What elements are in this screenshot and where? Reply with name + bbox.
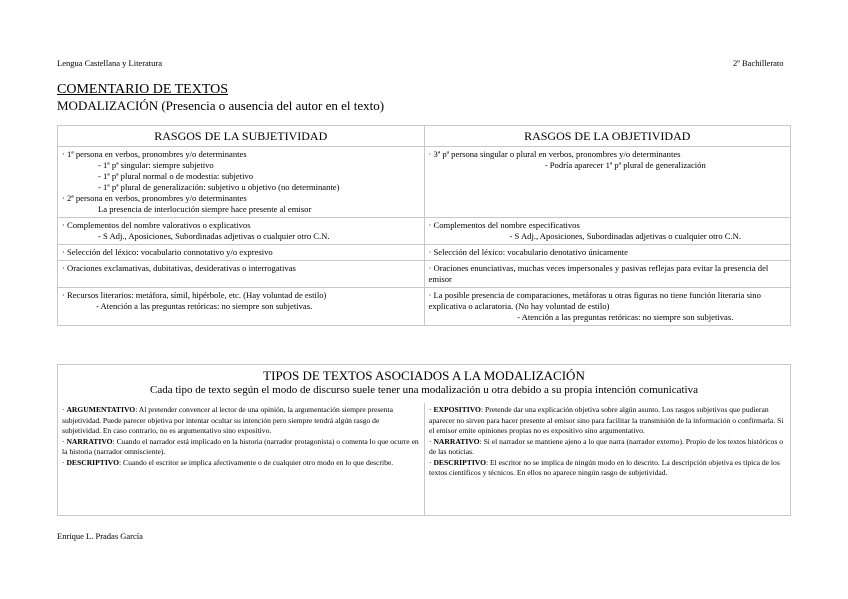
cell-line: · 3ª pª persona singular o plural en verbos, pronombres y/o determinantes	[428, 149, 681, 159]
header-course: 2º Bachillerato	[733, 58, 784, 68]
cell-line: · Oraciones exclamativas, dubitativas, desiderativas o interrogativas	[62, 263, 296, 273]
table-cell-subjective	[58, 218, 425, 245]
tipos-columns	[58, 403, 790, 515]
cell-line: - Atención a las preguntas retóricas: no siempre son subjetivas.	[96, 301, 313, 311]
table-cell-objective	[424, 218, 791, 245]
cell-line: - Atención a las preguntas retóricas: no siempre son subjetivas.	[517, 312, 734, 322]
cell-line: · 2ª persona en verbos, pronombres y/o determinantes	[62, 193, 247, 203]
rasgos-header-row	[58, 126, 791, 147]
cell-line: · Oraciones enunciativas, muchas veces impersonales y pasivas reflejas para evitar la presencia del emisor	[428, 263, 769, 284]
rasgos-table	[57, 125, 791, 326]
objetividad-header: RASGOS DE LA OBJETIVIDAD	[424, 126, 791, 147]
table-cell-objective	[424, 245, 791, 261]
tipos-column-subjective	[58, 403, 424, 515]
page-subtitle: MODALIZACIÓN (Presencia o ausencia del autor en el texto)	[57, 98, 385, 113]
author-footer: Enrique L. Pradas García	[57, 531, 143, 541]
cell-line: La presencia de interlocución siempre hace presente al emisor	[98, 204, 312, 214]
list-item: · ARGUMENTATIVO: Al pretender convencer al lector de una opinión, la argumentación siempre presenta subjetividad. Puede parecer objetiva por intentar ocultar su intención pero siempre tendrá algún rasgo de subjetividad. En caso contrario, no es argumentativo sino expositivo.	[62, 405, 393, 435]
cell-line: - 1ª pª singular: siempre subjetivo	[98, 160, 214, 170]
list-item: · NARRATIVO: Cuando el narrador está implicado en la historia (narrador protagonista) o comenta lo que ocurre en la historia (narrador omnisciente).	[62, 436, 419, 456]
tipos-subtitle: Cada tipo de texto según el modo de discurso suele tener una modalización u otra debido a su propia intención comunicativa	[149, 384, 698, 396]
table-cell-subjective	[58, 261, 425, 288]
table-row	[58, 288, 791, 326]
table-cell-subjective	[58, 147, 425, 218]
table-cell-objective	[424, 288, 791, 326]
cell-line: · Complementos del nombre especificativos	[428, 220, 580, 230]
cell-line: · Recursos literarios: metáfora, símil, hipérbole, etc. (Hay voluntad de estilo)	[62, 290, 327, 300]
table-row	[58, 147, 791, 218]
table-row	[58, 245, 791, 261]
subjetividad-header: RASGOS DE LA SUBJETIVIDAD	[58, 126, 425, 147]
cell-line: - S Adj., Aposiciones, Subordinadas adjetivas o cualquier otro C.N.	[509, 231, 742, 241]
cell-line: · 1ª persona en verbos, pronombres y/o determinantes	[62, 149, 247, 159]
cell-line: - 1ª pª plural de generalización: subjetivo u objetivo (no determinante)	[98, 182, 340, 192]
table-cell-subjective	[58, 245, 425, 261]
list-item: · DESCRIPTIVO: El escritor no se implica de ningún modo en lo descrito. La descripción objetiva es típica de los textos científicos y técnicos. En ellos no aparece ningún rasgo de subjetividad.	[429, 457, 780, 477]
tipos-title: TIPOS DE TEXTOS ASOCIADOS A LA MODALIZACIÓN	[263, 368, 585, 383]
table-cell-objective	[424, 261, 791, 288]
cell-line: · Complementos del nombre valorativos o explicativos	[62, 220, 251, 230]
table-row	[58, 261, 791, 288]
table-cell-subjective	[58, 288, 425, 326]
table-row	[58, 218, 791, 245]
cell-line: - 1ª pª plural normal o de modestia: subjetivo	[98, 171, 254, 181]
tipos-column-objective	[424, 403, 790, 515]
cell-line: · La posible presencia de comparaciones, metáforas u otras figuras no tiene función literaria sino explicativa o aclaratoria. (No hay voluntad de estilo)	[428, 290, 761, 311]
tipos-box	[57, 364, 791, 516]
cell-line: · Selección del léxico: vocabulario connotativo y/o expresivo	[62, 247, 273, 257]
page-title: COMENTARIO DE TEXTOS	[57, 82, 229, 97]
cell-line: - Podría aparecer 1ª pª plural de generalización	[544, 160, 706, 170]
table-cell-objective	[424, 147, 791, 218]
list-item: · EXPOSITIVO: Pretende dar una explicación objetiva sobre algún asunto. Los rasgos subjetivos que pudieran aparecer no sirven para hacer presente al emisor sino para facilitar la transmisión de la información o confirmarla. Si el emisor emite opiniones propias no es expositivo sino argumentativo.	[429, 405, 784, 435]
list-item: · NARRATIVO: Si el narrador se mantiene ajeno a lo que narra (narrador externo). Propio de los textos históricos o de las noticias.	[429, 436, 784, 456]
cell-line: - S Adj., Aposiciones, Subordinadas adjetivas o cualquier otro C.N.	[98, 231, 330, 241]
list-item: · DESCRIPTIVO: Cuando el escritor se implica afectivamente o de cualquier otro modo en lo que describe.	[62, 457, 394, 467]
cell-line: · Selección del léxico: vocabulario denotativo únicamente	[428, 247, 628, 257]
header-subject: Lengua Castellana y Literatura	[57, 58, 163, 68]
